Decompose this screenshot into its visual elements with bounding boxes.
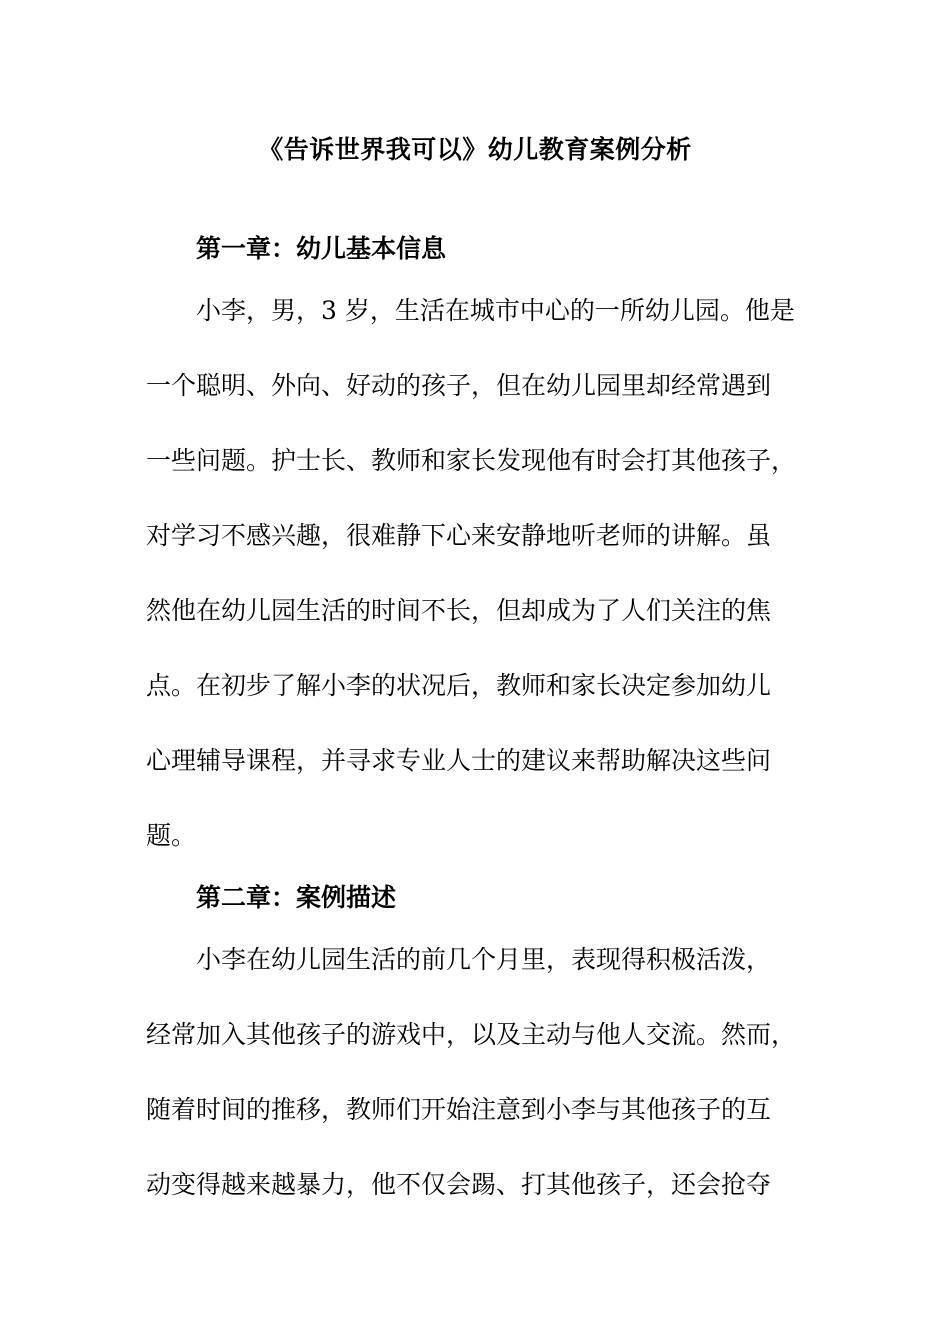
chapter-2-line-2: 经常加入其他孩子的游戏中，以及主动与他人交流。然而， [146,1020,797,1049]
chapter-1-line-8: 题。 [146,821,197,850]
chapter-1-line-6: 点。在初步了解小李的状况后，教师和家长决定参加幼儿 [146,671,772,700]
chapter-1-line-1: 小李，男，3 岁，生活在城市中心的一所幼儿园。他是 [196,296,795,325]
chapter-2-heading: 第二章：案例描述 [196,883,397,912]
chapter-2-line-3: 随着时间的推移，教师们开始注意到小李与其他孩子的互 [146,1095,772,1124]
chapter-1-line-3: 一些问题。护士长、教师和家长发现他有时会打其他孩子， [146,446,797,475]
chapter-1-line-2: 一个聪明、外向、好动的孩子，但在幼儿园里却经常遇到 [146,371,772,400]
chapter-1-heading: 第一章：幼儿基本信息 [196,234,447,263]
chapter-1-line-4: 对学习不感兴趣，很难静下心来安静地听老师的讲解。虽 [146,521,772,550]
chapter-1-line-7: 心理辅导课程，并寻求专业人士的建议来帮助解决这些问 [146,746,772,775]
chapter-2-line-4: 动变得越来越暴力，他不仅会踢、打其他孩子，还会抢夺 [146,1170,772,1199]
chapter-2-line-1: 小李在幼儿园生活的前几个月里，表现得积极活泼， [196,945,772,974]
chapter-1-line-5: 然他在幼儿园生活的时间不长，但却成为了人们关注的焦 [146,596,772,625]
document-title: 《告诉世界我可以》幼儿教育案例分析 [258,135,692,164]
